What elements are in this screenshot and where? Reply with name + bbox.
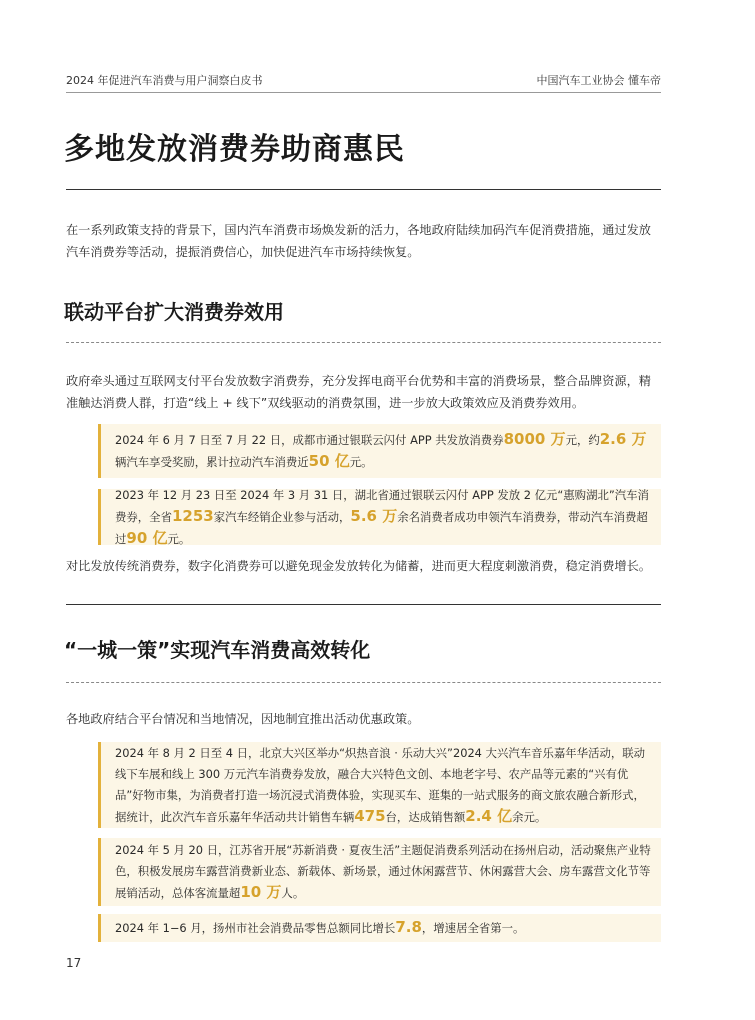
intro-paragraph: 在一系列政策支持的背景下，国内汽车消费市场焕发新的活力，各地政府陆续加码汽车促消费措施，通过发放汽车消费券等活动，提振消费信心，加快促进汽车市场持续恢复。 xyxy=(66,223,651,259)
section1-divider xyxy=(66,342,661,343)
callout-chengdu: 2024 年 6 月 7 日至 7 月 22 日，成都市通过银联云闪付 APP 共发放消费券8000 万元，约2.6 万辆汽车享受奖励，累计拉动汽车消费近50 亿元。 xyxy=(98,424,661,478)
highlight-value: 50 亿 xyxy=(308,452,350,470)
page-number: 17 xyxy=(66,956,82,970)
page-header xyxy=(66,72,661,88)
highlight-value: 2.6 万 xyxy=(599,430,647,448)
section2-divider xyxy=(66,682,661,683)
highlight-value: 90 亿 xyxy=(126,528,168,547)
page-title: 多地发放消费券助商惠民 xyxy=(64,132,405,167)
highlight-value: 2.4 亿 xyxy=(465,806,513,825)
highlight-value: 5.6 万 xyxy=(350,506,398,525)
title-divider xyxy=(66,189,661,190)
highlight-value: 7.8 xyxy=(395,918,422,936)
highlight-value: 475 xyxy=(354,806,386,825)
callout-jiangsu: 2024 年 5 月 20 日，江苏省开展“苏新消费 · 夏夜生活”主题促消费系列活动在扬州启动，活动聚焦产业特色，积极发展房车露营消费新业态、新载体、新场景，通过休闲露营节、休闲露营大会、房车露营文化节等展销活动，总体客流量超10 万人。 xyxy=(98,838,661,906)
section-divider xyxy=(66,604,661,605)
highlight-value: 8000 万 xyxy=(503,430,566,448)
header-publisher: 中国汽车工业协会 懂车帝 xyxy=(536,74,661,87)
header-divider xyxy=(66,92,661,93)
section1-paragraph: 政府牵头通过互联网支付平台发放数字消费券，充分发挥电商平台优势和丰富的消费场景，整合品牌资源，精准触达消费人群，打造“线上 + 线下”双线驱动的消费氛围，进一步放大政策效应及消费券效用。 xyxy=(66,374,651,410)
callout-beijing-daxing: 2024 年 8 月 2 日至 4 日，北京大兴区举办“炽热音浪 · 乐动大兴”2024 大兴汽车音乐嘉年华活动，联动线下车展和线上 300 万元汽车消费券发放，融合大兴特色文创、本地老字号、农产品等元素的“兴有优品”好物市集，为消费者打造一场沉浸式消费体验，实现买车、逛集的一站式服务的商文旅农融合新形式，据统计，此次汽车音乐嘉年华活动共计销售车辆475台，达成销售额2.4 亿余元。 xyxy=(98,742,661,828)
section1-title: 联动平台扩大消费券效用 xyxy=(64,300,284,324)
header-report-title: 2024 年促进汽车消费与用户洞察白皮书 xyxy=(66,74,263,87)
section2-paragraph: 各地政府结合平台情况和当地情况，因地制宜推出活动优惠政策。 xyxy=(66,712,420,726)
section1-closing-paragraph: 对比发放传统消费券，数字化消费券可以避免现金发放转化为储蓄，进而更大程度刺激消费，稳定消费增长。 xyxy=(66,559,651,573)
section2-title: “一城一策”实现汽车消费高效转化 xyxy=(64,638,371,662)
callout-hubei: 2023 年 12 月 23 日至 2024 年 3 月 31 日，湖北省通过银联云闪付 APP 发放 2 亿元“惠购湖北”汽车消费券，全省1253家汽车经销企业参与活动，5.6 万余名消费者成功申领汽车消费券，带动汽车消费超过90 亿元。 xyxy=(98,489,661,545)
callout-yangzhou: 2024 年 1−6 月，扬州市社会消费品零售总额同比增长7.8，增速居全省第一。 xyxy=(98,914,661,942)
highlight-value: 10 万 xyxy=(240,883,282,901)
highlight-value: 1253 xyxy=(171,506,214,525)
